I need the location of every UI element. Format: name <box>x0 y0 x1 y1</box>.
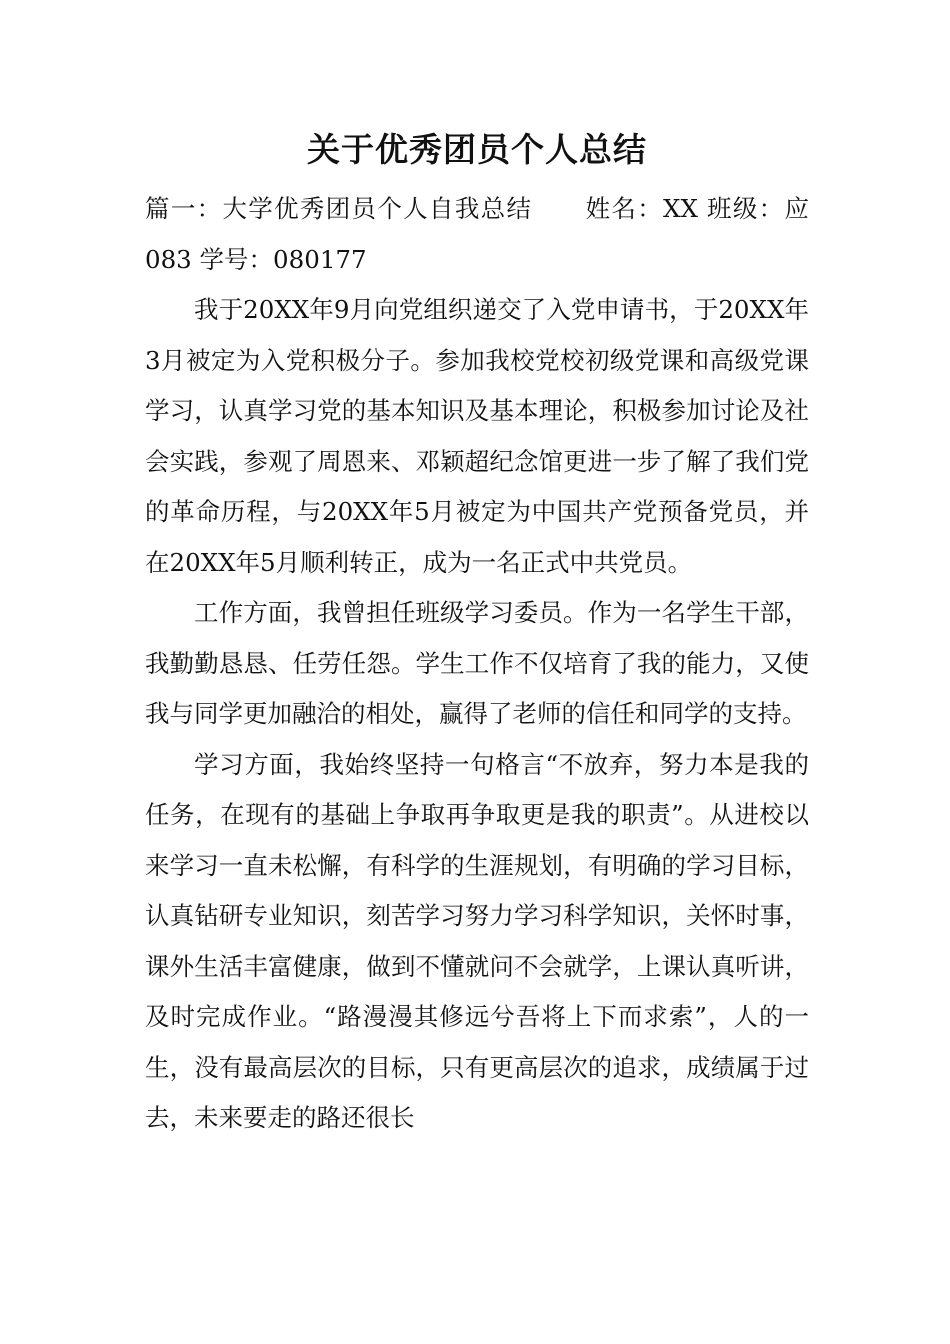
section-heading: 篇一：大学优秀团员个人自我总结 <box>145 194 533 223</box>
document-title: 关于优秀团员个人总结 <box>307 130 647 169</box>
paragraph-study: 学习方面，我始终坚持一句格言“不放弃，努力本是我的任务，在现有的基础上争取再争取更是我的职责”。从进校以来学习一直未松懈，有科学的生涯规划，有明确的学习目标，认真钻研专业知识，刻苦学习努力学习科学知识，关怀时事，课外生活丰富健康，做到不懂就问不会就学，上课认真听讲，及时完成作业。“路漫漫其修远兮吾将上下而求索”，人的一生，没有最高层次的目标，只有更高层次的追求，成绩属于过去，未来要走的路还很长 <box>145 749 809 1132</box>
paragraph-party-membership: 我于20XX年9月向党组织递交了入党申请书，于20XX年3月被定为入党积极分子。参加我校党校初级党课和高级党课学习，认真学习党的基本知识及基本理论，积极参加讨论及社会实践，参观了周恩来、邓颖超纪念馆更进一步了解了我们党的革命历程，与20XX年5月被定为中国共产党预备党员，并在20XX年5月顺利转正，成为一名正式中共党员。 <box>145 295 809 577</box>
section-header <box>145 184 809 285</box>
document-page <box>145 128 809 1144</box>
paragraph-work: 工作方面，我曾担任班级学习委员。作为一名学生干部，我勤勤恳恳、任劳任怨。学生工作不仅培育了我的能力，又使我与同学更加融洽的相处，赢得了老师的信任和同学的支持。 <box>145 598 809 728</box>
student-info: 姓名：XX 班级：应083 学号：080177 <box>145 194 810 274</box>
